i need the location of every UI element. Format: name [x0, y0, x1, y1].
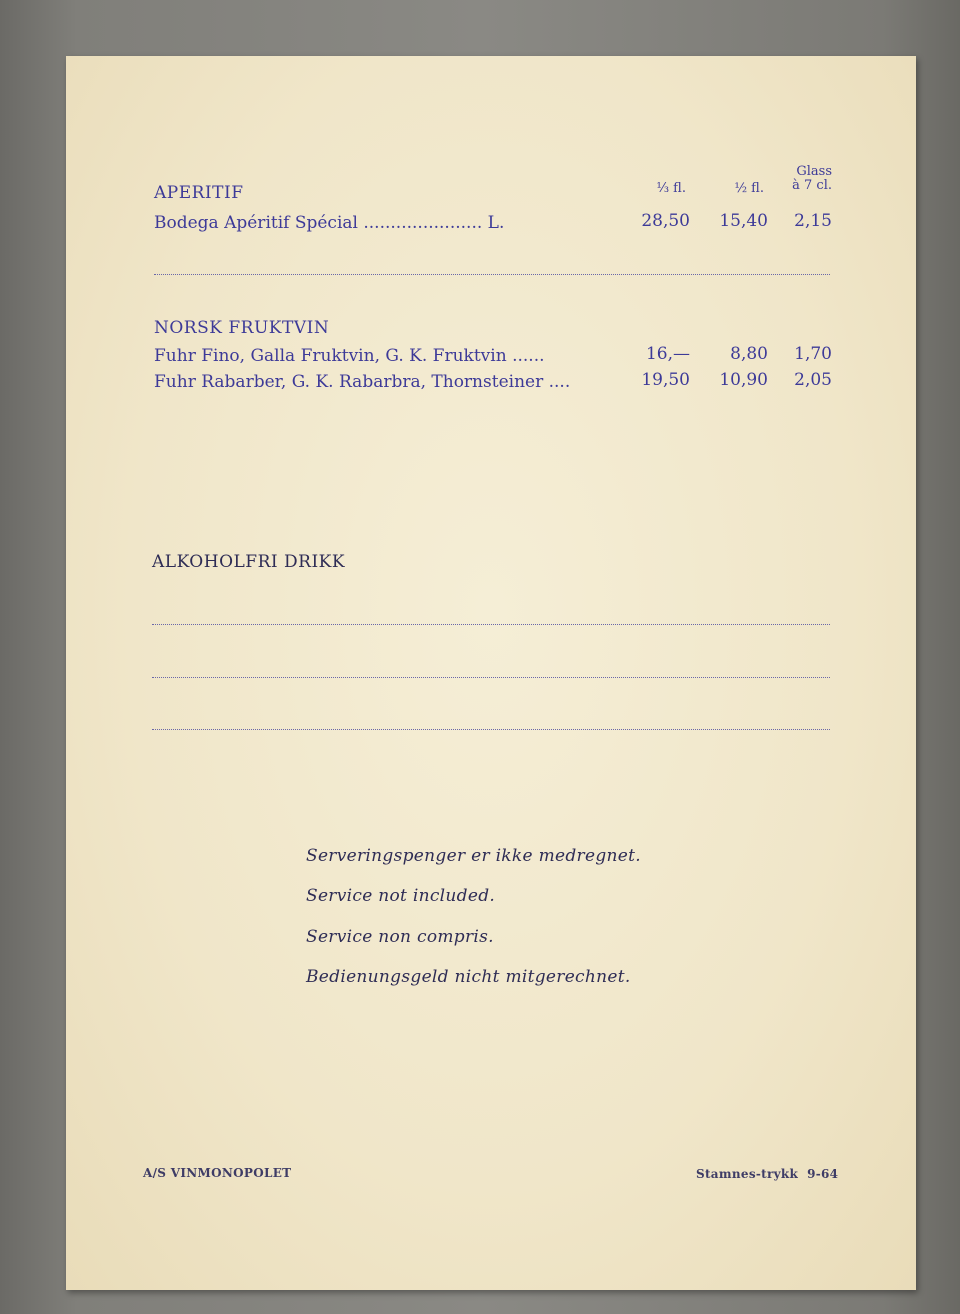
service-note-german: Bedienungsgeld nicht mitgerechnet.	[306, 967, 631, 987]
section-title-aperitif: APERITIF	[154, 183, 244, 203]
service-note-norwegian: Serveringspenger er ikke medregnet.	[306, 846, 641, 866]
price-glass: 2,05	[794, 370, 832, 390]
price-glass: 2,15	[794, 211, 832, 231]
column-header-glass-line1: Glass	[796, 164, 832, 179]
service-note-french: Service non compris.	[306, 927, 494, 947]
item-name: Fuhr Fino, Galla Fruktvin, G. K. Fruktvin	[154, 346, 507, 366]
menu-card	[66, 56, 916, 1290]
item-mark: L.	[487, 213, 505, 233]
price-quarter: 28,50	[641, 211, 690, 231]
dot-leader: ......................	[363, 213, 483, 233]
section-title-alkoholfri-drikk: ALKOHOLFRI DRIKK	[152, 552, 346, 572]
blank-line	[152, 729, 830, 730]
price-quarter: 19,50	[641, 370, 690, 390]
dot-leader: ....	[548, 372, 571, 392]
price-quarter: 16,—	[645, 344, 690, 364]
dot-leader: ......	[512, 346, 545, 366]
item-name: Fuhr Rabarber, G. K. Rabarbra, Thornsteiner	[154, 372, 544, 392]
blank-line	[152, 677, 830, 678]
section-title-norsk-fruktvin: NORSK FRUKTVIN	[154, 318, 330, 338]
price-glass: 1,70	[794, 344, 832, 364]
blank-line	[152, 624, 830, 625]
column-header-glass	[766, 165, 832, 193]
column-header-quarter-bottle: ⅓ fl.	[656, 181, 686, 196]
price-half: 15,40	[719, 211, 768, 231]
menu-item-name	[154, 372, 570, 392]
menu-item-name	[154, 213, 504, 233]
column-header-half-bottle: ½ fl.	[734, 181, 764, 196]
price-half: 10,90	[719, 370, 768, 390]
footer-publisher: A/S VINMONOPOLET	[143, 1166, 292, 1180]
menu-item-name	[154, 346, 545, 366]
column-header-glass-line2: à 7 cl.	[792, 178, 832, 193]
footer-printer: Stamnes-trykk 9-64	[696, 1167, 839, 1181]
blank-line	[154, 274, 830, 275]
price-half: 8,80	[730, 344, 768, 364]
service-note-english: Service not included.	[306, 886, 496, 906]
item-name: Bodega Apéritif Spécial	[154, 213, 358, 233]
